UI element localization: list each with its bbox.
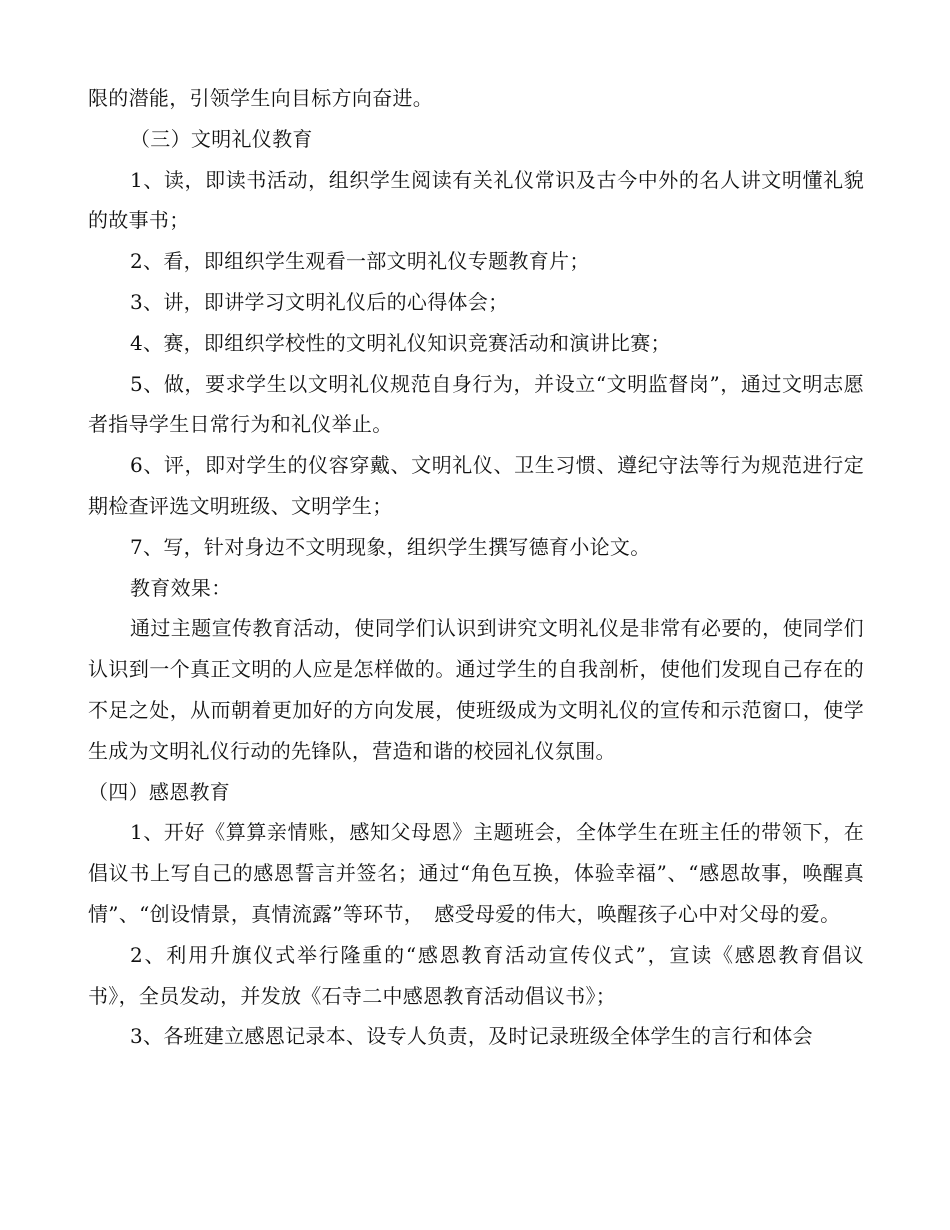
list-item-compete: 4、赛，即组织学校性的文明礼仪知识竞赛活动和演讲比赛； <box>130 330 671 355</box>
list-item-talk: 3、讲，即讲学习文明礼仪后的心得体会； <box>130 289 509 314</box>
list-item-class-meeting: 1、开好《算算亲情账，感知父母恩》主题班会，全体学生在班主任的带领下，在倡议书上写自己的感恩誓言并签名；通过“角色互换，体验幸福”、“感恩故事，唤醒真情”、“创设情景，真情流露”等环节， 感受母爱的伟大，唤醒孩子心中对父母的爱。 <box>88 820 864 926</box>
subheading-effect: 教育效果： <box>130 575 232 600</box>
list-item-flag-ceremony: 2、利用升旗仪式举行隆重的“感恩教育活动宣传仪式”，宣读《感恩教育倡议书》，全员发动，并发放《石寺二中感恩教育活动倡议书》； <box>88 942 864 1008</box>
list-item-watch: 2、看，即组织学生观看一部文明礼仪专题教育片； <box>130 249 590 274</box>
list-item-evaluate: 6、评，即对学生的仪容穿戴、文明礼仪、卫生习惯、遵纪守法等行为规范进行定期检查评选文明班级、文明学生； <box>88 453 864 518</box>
list-item-record-book: 3、各班建立感恩记录本、设专人负责，及时记录班级全体学生的言行和体会 <box>130 1024 813 1049</box>
section-heading-gratitude: （四）感恩教育 <box>88 779 231 804</box>
paragraph-continuation: 限的潜能，引领学生向目标方向奋进。 <box>88 86 434 110</box>
document-page <box>88 78 864 1057</box>
list-item-read: 1、读，即读书活动，组织学生阅读有关礼仪常识及古今中外的名人讲文明懂礼貌的故事书； <box>88 167 864 233</box>
list-item-do: 5、做，要求学生以文明礼仪规范自身行为，并设立“文明监督岗”，通过文明志愿者指导学生日常行为和礼仪举止。 <box>88 371 864 437</box>
list-item-write: 7、写，针对身边不文明现象，组织学生撰写德育小论文。 <box>130 534 651 559</box>
section-heading-etiquette: （三）文明礼仪教育 <box>130 126 313 151</box>
paragraph-effect: 通过主题宣传教育活动，使同学们认识到讲究文明礼仪是非常有必要的，使同学们认识到一个真正文明的人应是怎样做的。通过学生的自我剖析，使他们发现自己存在的不足之处，从而朝着更加好的方向发展，使班级成为文明礼仪的宣传和示范窗口，使学生成为文明礼仪行动的先锋队，营造和谐的校园礼仪氛围。 <box>88 616 864 763</box>
